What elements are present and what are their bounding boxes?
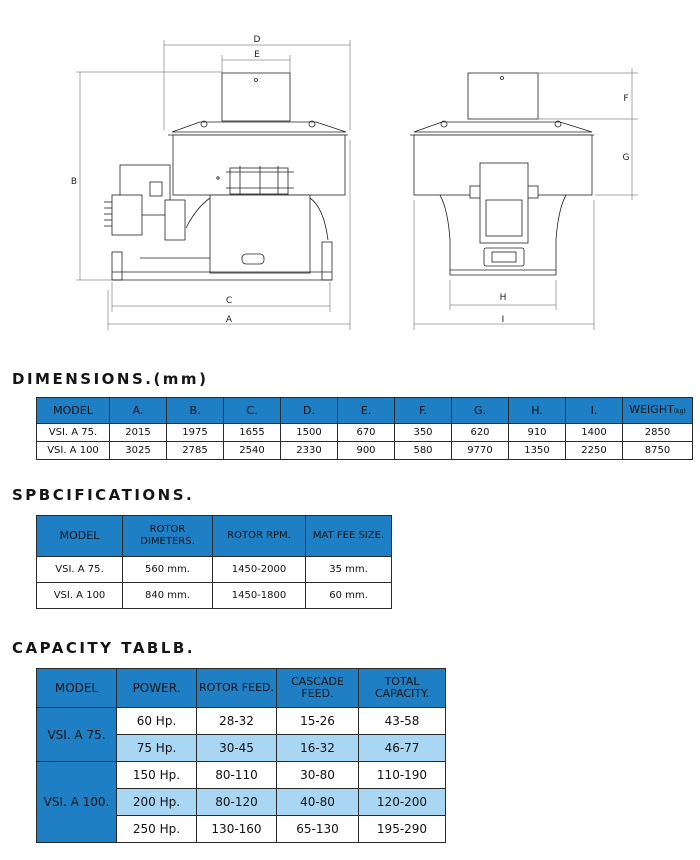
table-cell: 200 Hp. — [117, 789, 197, 816]
table-cell: 560 mm. — [123, 557, 213, 583]
header-cell: G. — [452, 398, 509, 424]
header-cell: F. — [395, 398, 452, 424]
header-cell: D. — [281, 398, 338, 424]
table-cell: 80-120 — [197, 789, 277, 816]
specifications-title: SPBCIFICATIONS. — [12, 486, 195, 504]
table-cell: 840 mm. — [123, 583, 213, 609]
table-row — [37, 708, 446, 735]
dimensions-title: DIMENSIONS.(mm) — [12, 370, 209, 388]
header-cell: TOTAL CAPACITY. — [359, 669, 446, 708]
table-cell: 8750 — [623, 442, 693, 460]
table-cell: 2250 — [566, 442, 623, 460]
table-row — [37, 442, 693, 460]
weight-unit: (kg) — [673, 407, 686, 415]
table-cell: 80-110 — [197, 762, 277, 789]
header-cell: A. — [110, 398, 167, 424]
header-cell: ROTOR FEED. — [197, 669, 277, 708]
table-cell: 3025 — [110, 442, 167, 460]
specifications-header-row — [37, 516, 392, 557]
header-cell: ROTOR RPM. — [213, 516, 306, 557]
table-cell: 28-32 — [197, 708, 277, 735]
capacity-table — [36, 668, 446, 843]
table-cell: 1500 — [281, 424, 338, 442]
table-cell: 1975 — [167, 424, 224, 442]
dim-label-c: C — [225, 296, 233, 306]
table-cell: 9770 — [452, 442, 509, 460]
dim-label-g: G — [622, 153, 630, 163]
dim-label-d: D — [253, 35, 261, 45]
header-cell: H. — [509, 398, 566, 424]
weight-header-label: WEIGHT — [629, 402, 674, 416]
dim-label-a: A — [225, 315, 233, 325]
table-cell: 75 Hp. — [117, 735, 197, 762]
table-row — [37, 557, 392, 583]
table-cell: 910 — [509, 424, 566, 442]
table-cell: 110-190 — [359, 762, 446, 789]
table-row — [37, 762, 446, 789]
table-row — [37, 424, 693, 442]
table-cell: 35 mm. — [306, 557, 392, 583]
model-cell: VSI. A 100 — [37, 442, 110, 460]
header-cell: E. — [338, 398, 395, 424]
table-cell: 120-200 — [359, 789, 446, 816]
model-cell: VSI. A 75. — [37, 557, 123, 583]
model-cell: VSI. A 75. — [37, 424, 110, 442]
weight-header-cell — [623, 398, 693, 424]
capacity-header-row — [37, 669, 446, 708]
dim-label-f: F — [623, 94, 629, 104]
table-cell: 1350 — [509, 442, 566, 460]
table-cell: 30-80 — [277, 762, 359, 789]
table-cell: 2015 — [110, 424, 167, 442]
header-cell: POWER. — [117, 669, 197, 708]
dimensions-header-row — [37, 398, 693, 424]
table-cell: 350 — [395, 424, 452, 442]
table-cell: 1400 — [566, 424, 623, 442]
header-cell: CASCADE FEED. — [277, 669, 359, 708]
dim-label-i: I — [501, 315, 505, 325]
dim-label-h: H — [499, 293, 507, 303]
table-cell: 60 Hp. — [117, 708, 197, 735]
table-cell: 1450-1800 — [213, 583, 306, 609]
header-cell: MAT FEE SIZE. — [306, 516, 392, 557]
header-cell: MODEL — [37, 669, 117, 708]
table-cell: 65-130 — [277, 816, 359, 843]
table-cell: 150 Hp. — [117, 762, 197, 789]
model-cell: VSI. A 75. — [37, 708, 117, 762]
table-cell: 2330 — [281, 442, 338, 460]
model-cell: VSI. A 100. — [37, 762, 117, 843]
header-cell: ROTOR DIMETERS. — [123, 516, 213, 557]
table-cell: 620 — [452, 424, 509, 442]
capacity-title: CAPACITY TABLB. — [12, 639, 196, 657]
header-cell: B. — [167, 398, 224, 424]
table-cell: 30-45 — [197, 735, 277, 762]
specifications-table — [36, 515, 392, 609]
table-cell: 900 — [338, 442, 395, 460]
model-cell: VSI. A 100 — [37, 583, 123, 609]
header-cell: MODEL — [37, 516, 123, 557]
dim-label-e: E — [254, 50, 260, 60]
table-cell: 1655 — [224, 424, 281, 442]
table-cell: 40-80 — [277, 789, 359, 816]
table-cell: 250 Hp. — [117, 816, 197, 843]
table-cell: 580 — [395, 442, 452, 460]
table-cell: 130-160 — [197, 816, 277, 843]
table-cell: 1450-2000 — [213, 557, 306, 583]
table-cell: 60 mm. — [306, 583, 392, 609]
header-cell: I. — [566, 398, 623, 424]
table-cell: 43-58 — [359, 708, 446, 735]
header-cell: MODEL — [37, 398, 110, 424]
table-cell: 670 — [338, 424, 395, 442]
table-cell: 2785 — [167, 442, 224, 460]
table-cell: 195-290 — [359, 816, 446, 843]
dimensions-table — [36, 397, 693, 460]
table-row — [37, 583, 392, 609]
table-cell: 46-77 — [359, 735, 446, 762]
header-cell: C. — [224, 398, 281, 424]
table-cell: 15-26 — [277, 708, 359, 735]
crusher-technical-drawing — [0, 0, 700, 340]
table-cell: 2540 — [224, 442, 281, 460]
table-cell: 16-32 — [277, 735, 359, 762]
table-cell: 2850 — [623, 424, 693, 442]
dim-label-b: B — [70, 177, 78, 187]
